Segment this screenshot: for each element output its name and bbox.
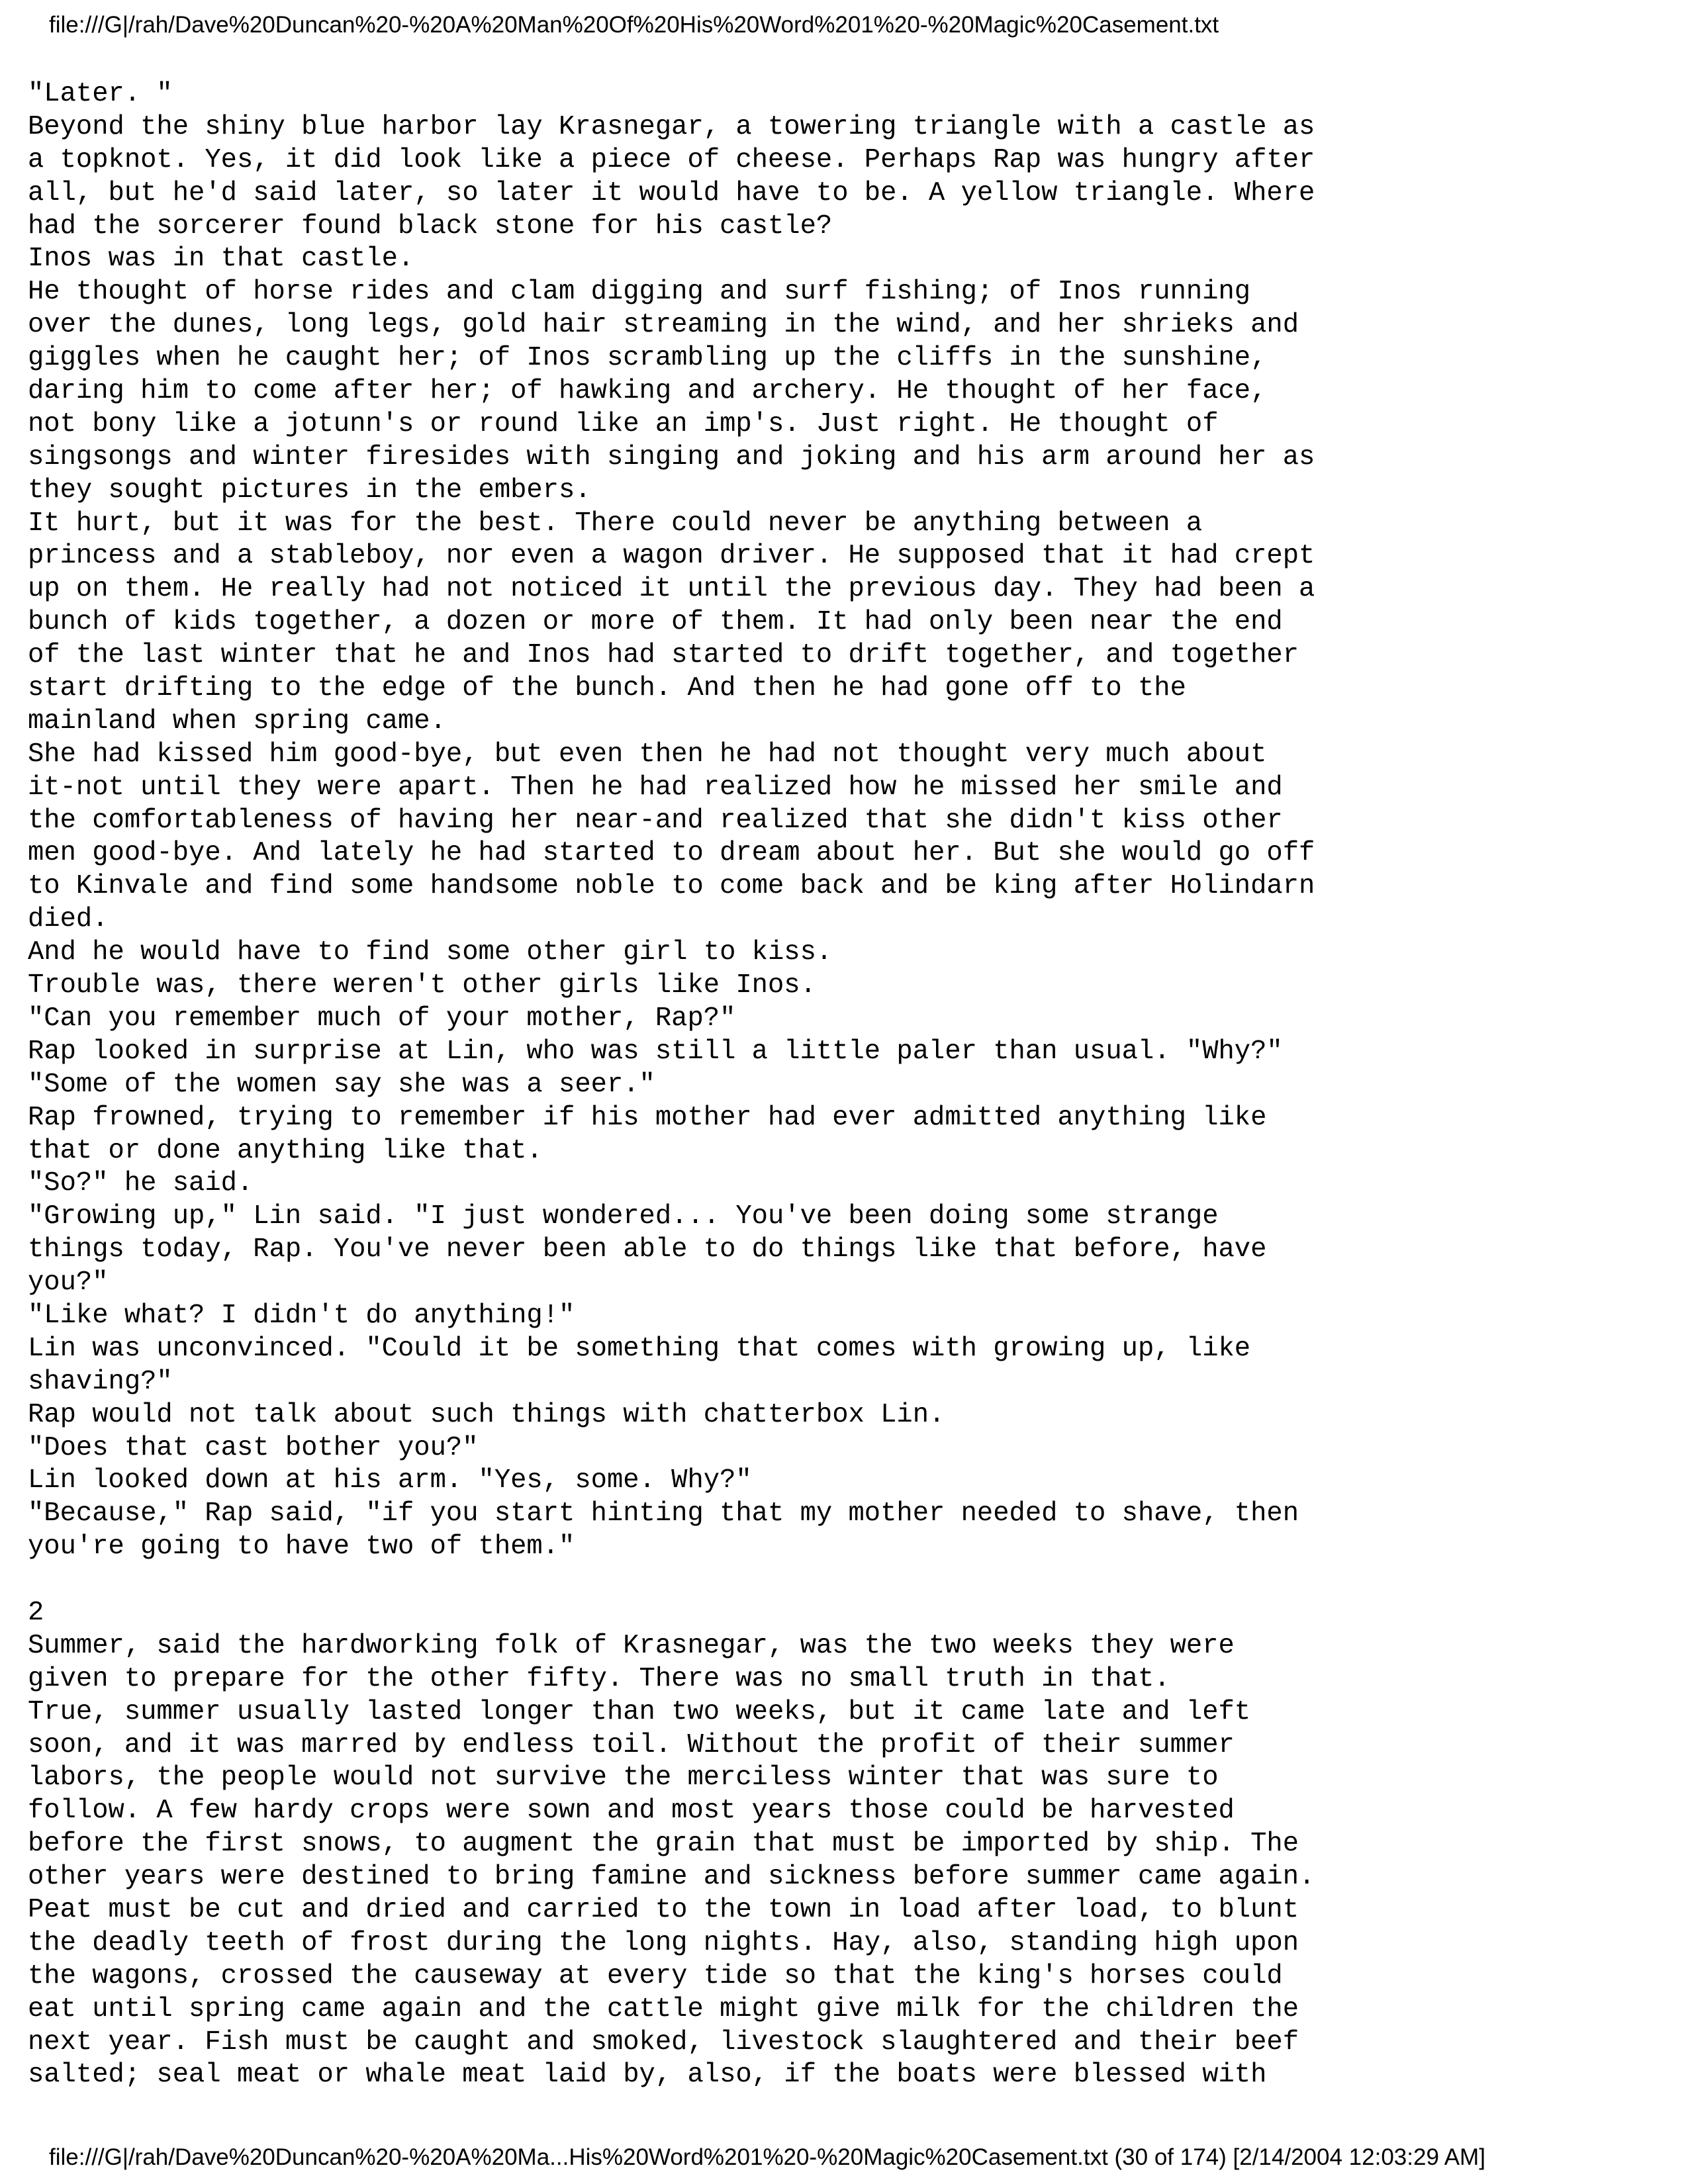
text-line: the wagons, crossed the causeway at every tide so that the king's horses could	[28, 1960, 1283, 1991]
text-line: other years were destined to bring famine and sickness before summer came again.	[28, 1862, 1315, 1893]
text-line: you?"	[28, 1267, 109, 1298]
text-line: next year. Fish must be caught and smoked, livestock slaughtered and their beef	[28, 2026, 1299, 2058]
text-line: salted; seal meat or whale meat laid by, also, if the boats were blessed with	[28, 2060, 1267, 2091]
text-line: She had kissed him good-bye, but even then he had not thought very much about	[28, 739, 1267, 770]
text-line: they sought pictures in the embers.	[28, 475, 591, 506]
text-line: died.	[28, 904, 109, 935]
text-line: that or done anything like that.	[28, 1135, 543, 1166]
text-line: giggles when he caught her; of Inos scrambling up the cliffs in the sunshine,	[28, 343, 1267, 374]
text-line: not bony like a jotunn's or round like an imp's. Just right. He thought of	[28, 408, 1219, 439]
page-footer-url: file:///G|/rah/Dave%20Duncan%20-%20A%20Ma...His%20Word%201%20-%20Magic%20Casement.txt (30 of 174) [2/14/2004 12:03:29 AM]	[49, 2144, 1485, 2170]
text-line: daring him to come after her; of hawking and archery. He thought of her face,	[28, 376, 1267, 407]
text-line: "Some of the women say she was a seer."	[28, 1069, 655, 1100]
text-line: 2	[28, 1597, 44, 1628]
text-line: shaving?"	[28, 1366, 173, 1397]
text-line: Lin was unconvinced. "Could it be something that comes with growing up, like	[28, 1333, 1251, 1364]
text-line: to Kinvale and find some handsome noble to come back and be king after Holindarn	[28, 871, 1315, 902]
text-line: Peat must be cut and dried and carried to the town in load after load, to blunt	[28, 1894, 1299, 1925]
text-line: given to prepare for the other fifty. There was no small truth in that.	[28, 1663, 1170, 1694]
text-line: singsongs and winter firesides with singing and joking and his arm around her as	[28, 441, 1315, 473]
text-line: "So?" he said.	[28, 1168, 254, 1199]
text-line: labors, the people would not survive the merciless winter that was sure to	[28, 1762, 1219, 1794]
text-line: "Like what? I didn't do anything!"	[28, 1300, 575, 1331]
text-line	[28, 1564, 1405, 1597]
text-line: Rap looked in surprise at Lin, who was still a little paler than usual. "Why?"	[28, 1036, 1283, 1067]
text-line: over the dunes, long legs, gold hair streaming in the wind, and her shrieks and	[28, 310, 1299, 341]
text-line: of the last winter that he and Inos had started to drift together, and together	[28, 640, 1299, 671]
text-line: "Growing up," Lin said. "I just wondered... You've been doing some strange	[28, 1201, 1219, 1232]
text-line: Rap frowned, trying to remember if his mother had ever admitted anything like	[28, 1102, 1267, 1133]
document-body	[28, 78, 1405, 2092]
text-line: Inos was in that castle.	[28, 244, 414, 275]
text-line: Trouble was, there weren't other girls like Inos.	[28, 970, 816, 1001]
text-line: had the sorcerer found black stone for his castle?	[28, 210, 833, 242]
text-line: "Later. "	[28, 79, 173, 109]
text-line: Beyond the shiny blue harbor lay Krasnegar, a towering triangle with a castle as	[28, 111, 1315, 142]
text-line: soon, and it was marred by endless toil. Without the profit of their summer	[28, 1729, 1235, 1760]
text-line: start drifting to the edge of the bunch. And then he had gone off to the	[28, 673, 1186, 704]
text-line: mainland when spring came.	[28, 705, 446, 737]
text-line: the deadly teeth of frost during the long nights. Hay, also, standing high upon	[28, 1927, 1299, 1958]
text-line: all, but he'd said later, so later it would have to be. A yellow triangle. Where	[28, 177, 1315, 208]
text-line: eat until spring came again and the cattle might give milk for the children the	[28, 1993, 1299, 2025]
text-line: the comfortableness of having her near-and realized that she didn't kiss other	[28, 805, 1283, 836]
page-header-url: file:///G|/rah/Dave%20Duncan%20-%20A%20Man%20Of%20His%20Word%201%20-%20Magic%20Casement.txt	[49, 12, 1219, 38]
text-line: Rap would not talk about such things with chatterbox Lin.	[28, 1399, 945, 1430]
text-line: It hurt, but it was for the best. There could never be anything between a	[28, 508, 1203, 539]
text-line: up on them. He really had not noticed it until the previous day. They had been a	[28, 574, 1315, 605]
text-line: princess and a stableboy, nor even a wagon driver. He supposed that it had crept	[28, 541, 1315, 572]
text-line: Lin looked down at his arm. "Yes, some. Why?"	[28, 1465, 752, 1496]
text-line: True, summer usually lasted longer than two weeks, but it came late and left	[28, 1696, 1251, 1727]
text-line: Summer, said the hardworking folk of Krasnegar, was the two weeks they were	[28, 1630, 1235, 1661]
text-line: things today, Rap. You've never been able to do things like that before, have	[28, 1234, 1267, 1265]
text-line: follow. A few hardy crops were sown and most years those could be harvested	[28, 1796, 1235, 1827]
text-line: men good-bye. And lately he had started to dream about her. But she would go off	[28, 838, 1315, 869]
text-line: He thought of horse rides and clam digging and surf fishing; of Inos running	[28, 277, 1251, 308]
text-line: And he would have to find some other girl to kiss.	[28, 937, 833, 968]
text-line: bunch of kids together, a dozen or more of them. It had only been near the end	[28, 607, 1283, 638]
text-line: a topknot. Yes, it did look like a piece of cheese. Perhaps Rap was hungry after	[28, 144, 1315, 175]
text-line: "Because," Rap said, "if you start hinting that my mother needed to shave, then	[28, 1498, 1299, 1529]
text-line: "Does that cast bother you?"	[28, 1432, 479, 1463]
text-line: "Can you remember much of your mother, Rap?"	[28, 1003, 736, 1034]
text-line: before the first snows, to augment the grain that must be imported by ship. The	[28, 1829, 1299, 1860]
text-line: you're going to have two of them."	[28, 1531, 575, 1563]
text-line: it-not until they were apart. Then he had realized how he missed her smile and	[28, 772, 1283, 803]
